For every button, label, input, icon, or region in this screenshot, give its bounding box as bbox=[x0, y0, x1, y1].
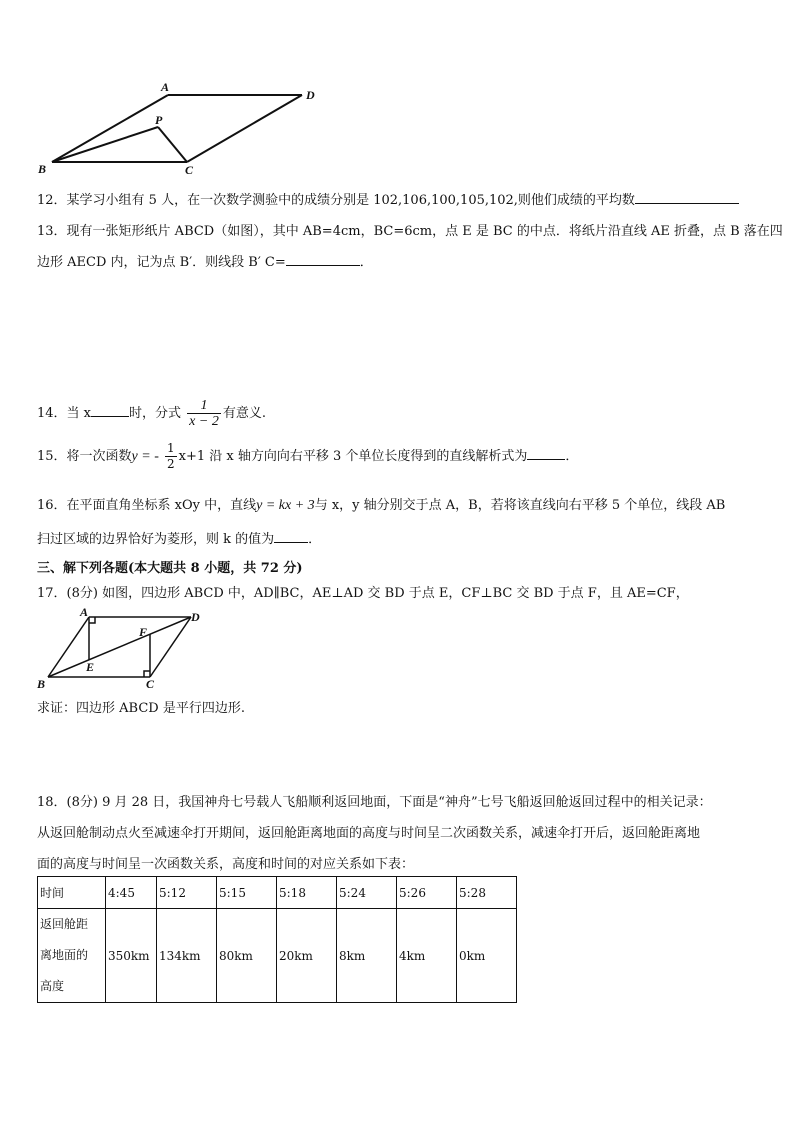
vertex-label-a-17: A bbox=[80, 605, 89, 619]
vertex-label-d: D bbox=[306, 88, 315, 102]
question-15-end: ． bbox=[565, 449, 579, 464]
answer-blank-13[interactable] bbox=[286, 253, 360, 266]
table-header-height bbox=[38, 909, 106, 1003]
table-header-time: 时间 bbox=[38, 877, 106, 909]
table-cell-height: 80km bbox=[217, 909, 277, 1003]
table-header-height-line: 高度 bbox=[40, 979, 65, 993]
question-15-y-eq: y = - bbox=[131, 449, 159, 464]
segment-pc bbox=[158, 127, 187, 162]
question-12-text: 12．某学习小组有 5 人，在一次数学测验中的成绩分别是 102,106,100,105,102,则他们成绩的平均数 bbox=[37, 193, 635, 208]
table-cell-time: 5:12 bbox=[157, 877, 217, 909]
table-row-time bbox=[38, 877, 517, 909]
question-15-prefix: 15．将一次函数 bbox=[37, 449, 132, 464]
table-cell-time: 5:18 bbox=[277, 877, 337, 909]
section-3-heading bbox=[37, 557, 303, 576]
table-row-height bbox=[38, 909, 517, 1003]
question-15 bbox=[37, 441, 578, 472]
question-12 bbox=[37, 189, 739, 208]
table-cell-height: 8km bbox=[337, 909, 397, 1003]
question-14-prefix: 14．当 x bbox=[37, 406, 92, 421]
edge-cd bbox=[187, 95, 302, 162]
table-cell-height: 350km bbox=[106, 909, 157, 1003]
right-angle-mark-a bbox=[89, 617, 95, 623]
question-15-after: x+1 沿 x 轴方向向右平移 3 个单位长度得到的直线解析式为 bbox=[178, 449, 528, 464]
question-13-text-2: 边形 AECD 内，记为点 B′．则线段 B′ C= bbox=[37, 255, 286, 270]
question-14 bbox=[37, 398, 266, 429]
answer-blank-16[interactable] bbox=[274, 530, 308, 543]
vertex-label-f-17: F bbox=[139, 625, 148, 639]
question-13-line-1 bbox=[37, 220, 783, 239]
question-18-text-2: 从返回舱制动点火至减速伞打开期间，返回舱距离地面的高度与时间呈二次函数关系，减速伞打开后，返回舱距离地 bbox=[37, 826, 701, 841]
table-cell-height: 0km bbox=[457, 909, 517, 1003]
table-header-height-line: 返回舱距 bbox=[40, 917, 89, 931]
answer-blank-12[interactable] bbox=[635, 191, 739, 204]
question-18-line-3 bbox=[37, 853, 414, 872]
question-16-line-2 bbox=[37, 528, 321, 547]
fraction-15 bbox=[165, 441, 177, 472]
question-14-mid: 时，分式 bbox=[129, 406, 182, 421]
question-16-text-2: 扫过区域的边界恰好为菱形，则 k 的值为 bbox=[37, 532, 275, 547]
question-17 bbox=[37, 582, 689, 601]
vertex-label-p: P bbox=[155, 113, 163, 127]
table-cell-time: 5:26 bbox=[397, 877, 457, 909]
question-18-line-1 bbox=[37, 791, 712, 810]
question-17-text: 17．(8分) 如图，四边形 ABCD 中，AD∥BC，AE⊥AD 交 BD 于点 E，CF⊥BC 交 BD 于点 F，且 AE=CF， bbox=[37, 586, 689, 601]
question-18-text-3: 面的高度与时间呈一次函数关系，高度和时间的对应关系如下表： bbox=[37, 857, 415, 872]
question-17-prove-text: 求证：四边形 ABCD 是平行四边形. bbox=[37, 701, 245, 716]
question-16-prefix: 16．在平面直角坐标系 xOy 中，直线 bbox=[37, 498, 257, 513]
table-cell-time: 5:28 bbox=[457, 877, 517, 909]
fraction-14-numerator: 1 bbox=[187, 398, 221, 414]
fraction-14 bbox=[187, 398, 221, 429]
vertex-label-b: B bbox=[38, 162, 47, 176]
question-18-text-1: 18．(8分) 9 月 28 日，我国神舟七号载人飞船顺利返回地面，下面是“神舟”七号飞船返回舱返回过程中的相关记录： bbox=[37, 795, 712, 810]
diagonal-bd bbox=[48, 617, 191, 677]
fraction-15-numerator: 1 bbox=[167, 441, 175, 455]
parallelogram-figure-1 bbox=[30, 78, 330, 178]
question-13-line-2 bbox=[37, 251, 373, 270]
question-14-suffix: 有意义. bbox=[222, 406, 266, 421]
question-16-line1-rest: 与 x，y 轴分别交于点 A，B，若将该直线向右平移 5 个单位，线段 AB bbox=[314, 498, 726, 513]
question-16-line-1 bbox=[37, 494, 725, 514]
table-cell-time: 4:45 bbox=[106, 877, 157, 909]
altitude-time-table bbox=[37, 876, 517, 1003]
table-cell-height: 20km bbox=[277, 909, 337, 1003]
vertex-label-e-17: E bbox=[86, 660, 95, 674]
section-3-heading-text: 三、解下列各题(本大题共 8 小题，共 72 分) bbox=[37, 561, 303, 576]
question-13-text-1: 13．现有一张矩形纸片 ABCD（如图），其中 AB=4cm，BC=6cm，点 E 是 BC 的中点．将纸片沿直线 AE 折叠，点 B 落在四 bbox=[37, 224, 783, 239]
question-17-prove bbox=[37, 697, 245, 716]
question-16-expr: y = kx + 3 bbox=[256, 498, 315, 513]
table-cell-height: 4km bbox=[397, 909, 457, 1003]
vertex-label-d-17: D bbox=[191, 610, 200, 624]
vertex-label-b-17: B bbox=[37, 677, 46, 691]
vertex-label-c: C bbox=[185, 163, 194, 177]
question-18-line-2 bbox=[37, 822, 700, 841]
table-cell-height: 134km bbox=[157, 909, 217, 1003]
answer-blank-15[interactable] bbox=[527, 447, 565, 460]
question-13-end: ． bbox=[359, 255, 373, 270]
vertex-label-a: A bbox=[161, 80, 170, 94]
parallelogram-figure-17 bbox=[35, 605, 210, 695]
answer-blank-14[interactable] bbox=[91, 404, 129, 417]
question-16-end: ． bbox=[308, 532, 322, 547]
fraction-15-denominator: 2 bbox=[167, 457, 175, 471]
fraction-14-denominator: x − 2 bbox=[189, 414, 219, 429]
table-header-height-line: 离地面的 bbox=[40, 948, 89, 962]
table-cell-time: 5:24 bbox=[337, 877, 397, 909]
table-cell-time: 5:15 bbox=[217, 877, 277, 909]
vertex-label-c-17: C bbox=[146, 677, 155, 691]
